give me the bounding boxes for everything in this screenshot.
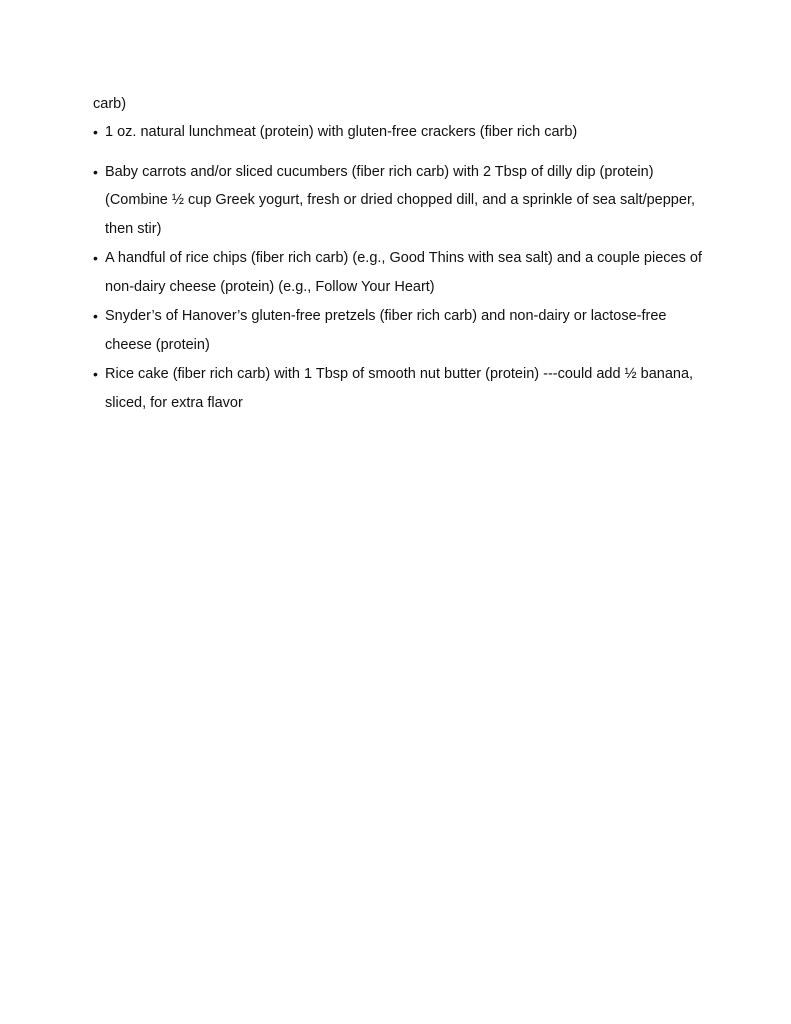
list-item-text: A handful of rice chips (fiber rich carb) (e.g., Good Thins with sea salt) and a couple pieces of non-dairy cheese (protein) (e.g., Follow Your Heart) — [105, 250, 702, 295]
list-item — [93, 244, 703, 301]
list-item-text: 1 oz. natural lunchmeat (protein) with gluten-free crackers (fiber rich carb) — [105, 124, 578, 140]
bullet-icon: • — [93, 124, 98, 140]
list-item-text: Snyder’s of Hanover’s gluten-free pretzels (fiber rich carb) and non-dairy or lactose-free cheese (protein) — [105, 308, 667, 353]
bullet-icon: • — [93, 308, 98, 324]
document-body — [93, 90, 703, 417]
list-item — [93, 118, 703, 147]
continuation-line: carb) — [93, 96, 127, 112]
list-item — [93, 302, 703, 359]
bullet-icon: • — [93, 250, 98, 266]
list-item-text: Rice cake (fiber rich carb) with 1 Tbsp of smooth nut butter (protein) ---could add ½ banana, sliced, for extra flavor — [105, 366, 694, 411]
list-item — [93, 360, 703, 417]
list-item-text: Baby carrots and/or sliced cucumbers (fiber rich carb) with 2 Tbsp of dilly dip (protein) (Combine ½ cup Greek yogurt, fresh or dried chopped dill, and a sprinkle of sea salt/pepper, then stir) — [105, 163, 695, 237]
list-item — [93, 158, 703, 244]
bullet-icon: • — [93, 163, 98, 180]
bullet-icon: • — [93, 366, 98, 382]
